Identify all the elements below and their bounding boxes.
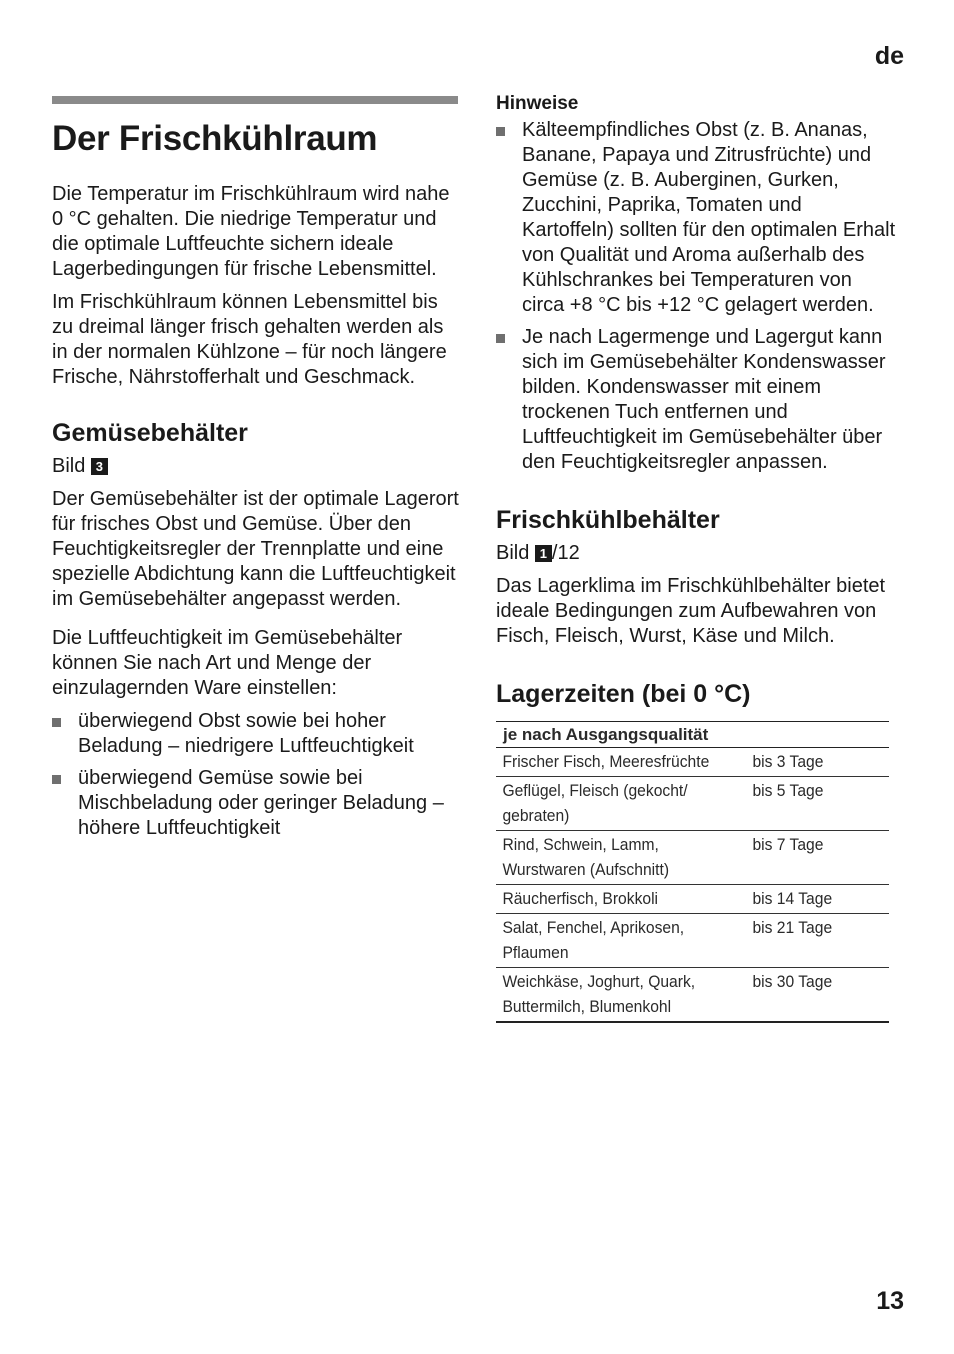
table-cell-item: Frischer Fisch, Meeresfrüchte <box>496 748 726 777</box>
table-cell-time: bis 14 Tage <box>746 885 878 914</box>
frisch-figure-ref <box>496 541 896 566</box>
frisch-paragraph: Das Lagerklima im Frischkühlbehälter bietet ideale Bedingungen zum Aufbewahren von Fisch, Fleisch, Wurst, Käse und Milch. <box>496 575 886 647</box>
bullet-square-icon <box>496 334 505 343</box>
list-item <box>52 766 462 841</box>
hinweise-heading: Hinweise <box>496 93 579 114</box>
table-row <box>496 914 889 968</box>
figure-label: Bild <box>496 542 530 564</box>
table-cell-time: bis 21 Tage <box>746 914 878 968</box>
list-item-text: Je nach Lagermenge und Lagergut kann sich im Gemüsebehälter Kondenswasser bilden. Kondenswasser mit einem trockenen Tuch entfernen und Luftfeuchtigkeit im Gemüsebehälter über den Feuchtigkeitsregler anpassen. <box>522 326 886 473</box>
table-header-row <box>496 722 889 748</box>
bullet-square-icon <box>52 775 61 784</box>
figure-number-badge: 1 <box>535 545 552 562</box>
list-item <box>496 118 896 318</box>
gemuese-heading: Gemüsebehälter <box>52 419 248 447</box>
language-code: de <box>874 42 904 70</box>
page-number: 13 <box>876 1287 904 1315</box>
bullet-square-icon <box>496 127 505 136</box>
table-cell-item: Räucherfisch, Brokkoli <box>496 885 726 914</box>
gemuese-paragraph-2: Die Luftfeuchtigkeit im Gemüsebehälter können Sie nach Art und Menge der einzulagernden Ware einstellen: <box>52 627 403 699</box>
table-row <box>496 885 889 914</box>
page-title: Der Frischkühlraum <box>52 119 378 158</box>
frisch-heading: Frischkühlbehälter <box>496 506 720 534</box>
table-cell-item: Weichkäse, Joghurt, Quark, Buttermilch, Blumenkohl <box>496 968 726 1023</box>
table-cell-item: Salat, Fenchel, Aprikosen, Pflaumen <box>496 914 726 968</box>
figure-suffix: /12 <box>551 542 580 564</box>
table-cell-time: bis 5 Tage <box>746 777 878 831</box>
table-cell-item: Rind, Schwein, Lamm, Wurstwaren (Aufschnitt) <box>496 831 726 885</box>
table-row <box>496 777 889 831</box>
list-item <box>52 709 462 759</box>
gemuese-figure-ref <box>52 454 462 479</box>
table-cell-time: bis 7 Tage <box>746 831 878 885</box>
storage-times-table <box>496 721 889 1023</box>
table-row <box>496 968 889 1023</box>
list-item-text: überwiegend Gemüse sowie bei Mischbeladung oder geringer Beladung – höhere Luftfeuchtigkeit <box>78 767 444 839</box>
list-item <box>496 325 896 475</box>
section-rule <box>52 96 458 104</box>
table-row <box>496 831 889 885</box>
bullet-square-icon <box>52 718 61 727</box>
table-cell-time: bis 3 Tage <box>746 748 878 777</box>
right-column <box>496 92 896 1023</box>
gemuese-bullet-list <box>52 709 462 841</box>
hinweise-bullet-list <box>496 118 896 475</box>
intro-paragraph-2: Im Frischkühlraum können Lebensmittel bis zu dreimal länger frisch gehalten werden als in der normalen Kühlzone – für noch längere Frische, Nährstofferhalt und Geschmack. <box>52 291 447 388</box>
lagerzeiten-heading: Lagerzeiten (bei 0 °C) <box>496 680 751 708</box>
intro-paragraph-1: Die Temperatur im Frischkühlraum wird nahe 0 °C gehalten. Die niedrige Temperatur und die optimale Luftfeuchte sichern ideale Lagerbedingungen für frische Lebensmittel. <box>52 183 450 280</box>
figure-number-badge: 3 <box>91 458 108 475</box>
table-header: je nach Ausgangsqualität <box>496 722 889 748</box>
figure-label: Bild <box>52 455 86 477</box>
table-row <box>496 748 889 777</box>
table-cell-time: bis 30 Tage <box>746 968 878 1023</box>
table-cell-item: Geflügel, Fleisch (gekocht/ gebraten) <box>496 777 726 831</box>
gemuese-paragraph-1: Der Gemüsebehälter ist der optimale Lagerort für frisches Obst und Gemüse. Über den Feuchtigkeitsregler der Trennplatte und eine spezielle Abdichtung kann die Luftfeuchtigkeit im Gemüsebehälter angepasst werden. <box>52 488 459 610</box>
list-item-text: Kälteempfindliches Obst (z. B. Ananas, Banane, Papaya und Zitrusfrüchte) und Gemüse (z. B. Auberginen, Gurken, Zucchini, Paprika, Tomaten und Kartoffeln) sollten für den optimalen Erhalt von Qualität und Aroma außerhalb des Kühlschrankes bei Temperaturen von circa +8 °C bis +12 °C gelagert werden. <box>522 119 896 316</box>
left-column <box>52 96 462 849</box>
list-item-text: überwiegend Obst sowie bei hoher Beladung – niedrigere Luftfeuchtigkeit <box>78 710 414 757</box>
